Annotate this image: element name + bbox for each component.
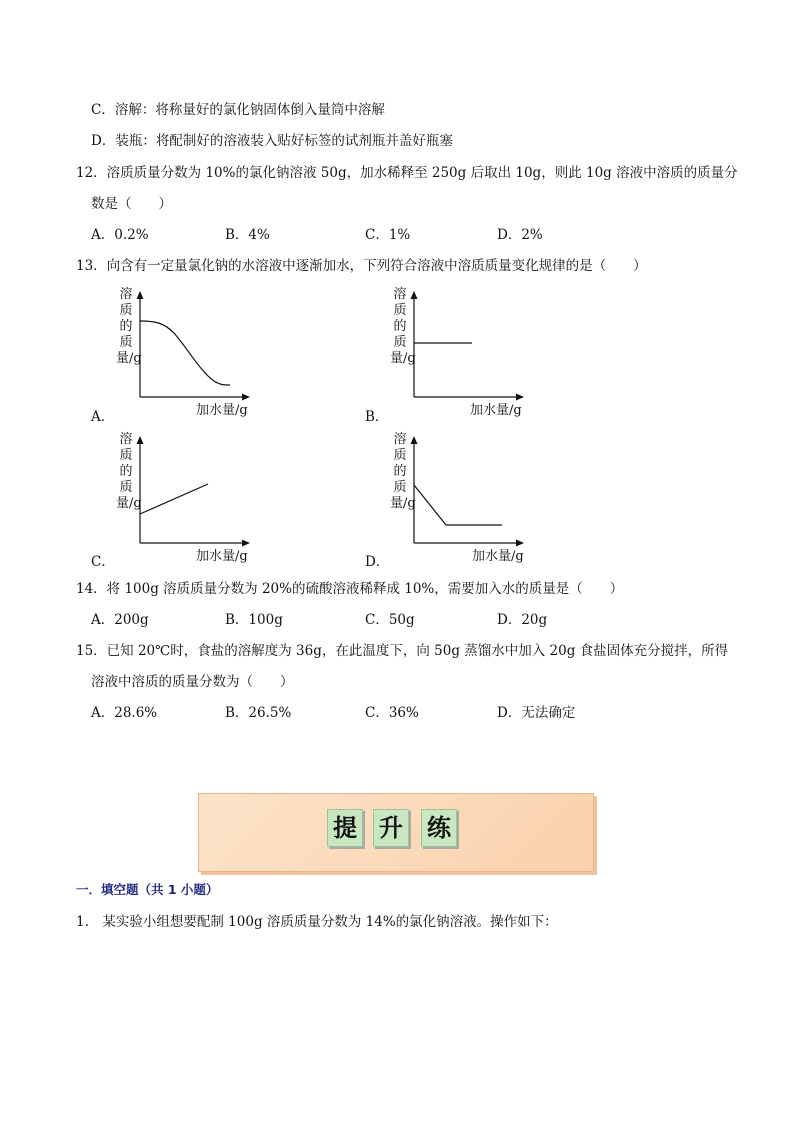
section-heading: 一．填空题（共 1 小题） xyxy=(76,882,219,897)
q14-option-d: D．20g xyxy=(497,612,548,628)
graph-d xyxy=(390,432,540,572)
graph-a-y-label: 溶质的质量/g xyxy=(116,287,142,366)
q15-option-a: A．28.6% xyxy=(91,705,158,721)
graph-c-x-arrow xyxy=(242,540,250,547)
graph-a-curve xyxy=(140,321,230,385)
q15-stem: 15．已知 20℃时，食盐的溶解度为 36g，在此温度下，向 50g 蒸馏水中加入 20g 食盐固体充分搅拌，所得 xyxy=(76,643,729,659)
banner-char-1: 提 xyxy=(327,809,363,847)
graph-c-x-label: 加水量/g xyxy=(196,549,248,564)
graph-a-letter: A． xyxy=(91,409,115,425)
q14-option-b: B．100g xyxy=(225,612,283,628)
graph-c-y-arrow xyxy=(137,436,144,444)
q13-stem: 13．向含有一定量氯化钠的水溶液中逐渐加水，下列符合溶液中溶质质量变化规律的是（ ） xyxy=(76,258,647,274)
banner-char-3: 练 xyxy=(421,809,457,847)
q14-stem: 14．将 100g 溶质质量分数为 20%的硫酸溶液稀释成 10%，需要加入水的质量是（ ） xyxy=(76,581,624,597)
q15-option-b: B．26.5% xyxy=(225,705,292,721)
q14-option-c: C．50g xyxy=(365,612,415,628)
q15-option-c: C．36% xyxy=(365,705,419,721)
q12-stem: 12．溶质质量分数为 10%的氯化钠溶液 50g，加水稀释至 250g 后取出 10g，则此 10g 溶液中溶质的质量分 xyxy=(76,165,738,181)
q12-option-b: B．4% xyxy=(225,227,270,243)
q11-option-d: D．装瓶：将配制好的溶液装入贴好标签的试剂瓶并盖好瓶塞 xyxy=(91,133,453,149)
q12-option-d: D．2% xyxy=(497,227,543,243)
graph-b-x-label: 加水量/g xyxy=(470,403,522,418)
graph-c-letter: C． xyxy=(91,554,115,570)
q12-stem-cont: 数是（ ） xyxy=(91,196,172,212)
graph-d-x-label: 加水量/g xyxy=(472,549,524,564)
graph-b-letter: B． xyxy=(365,409,389,425)
section-banner xyxy=(198,793,594,872)
graph-d-y-label: 溶质的质量/g xyxy=(390,432,416,511)
graph-c-line xyxy=(140,484,208,514)
q15-stem-cont: 溶液中溶质的质量分数为（ ） xyxy=(91,674,294,690)
banner-char-2: 升 xyxy=(373,809,409,847)
q14-option-a: A．200g xyxy=(91,612,149,628)
graph-b xyxy=(390,287,540,427)
q11-option-c: C．溶解：将称量好的氯化钠固体倒入量筒中溶解 xyxy=(91,102,385,118)
q12-option-c: C．1% xyxy=(365,227,411,243)
fill-q1-stem: 1. 某实验小组想要配制 100g 溶质质量分数为 14%的氯化钠溶液。操作如下： xyxy=(76,914,558,930)
q15-option-d: D．无法确定 xyxy=(497,705,576,721)
graph-d-y-arrow xyxy=(411,436,418,444)
q12-option-a: A．0.2% xyxy=(91,227,149,243)
graph-b-x-arrow xyxy=(516,394,524,401)
graph-a xyxy=(116,287,266,427)
graph-d-letter: D． xyxy=(365,554,390,570)
graph-b-y-arrow xyxy=(411,291,418,299)
graph-b-y-label: 溶质的质量/g xyxy=(390,287,416,366)
graph-a-x-arrow xyxy=(242,394,250,401)
graph-a-y-arrow xyxy=(137,291,144,299)
graph-d-x-arrow xyxy=(516,540,524,547)
graph-c xyxy=(116,432,266,572)
graph-c-y-label: 溶质的质量/g xyxy=(116,432,142,511)
graph-a-x-label: 加水量/g xyxy=(196,403,248,418)
graph-d-line xyxy=(414,485,502,525)
